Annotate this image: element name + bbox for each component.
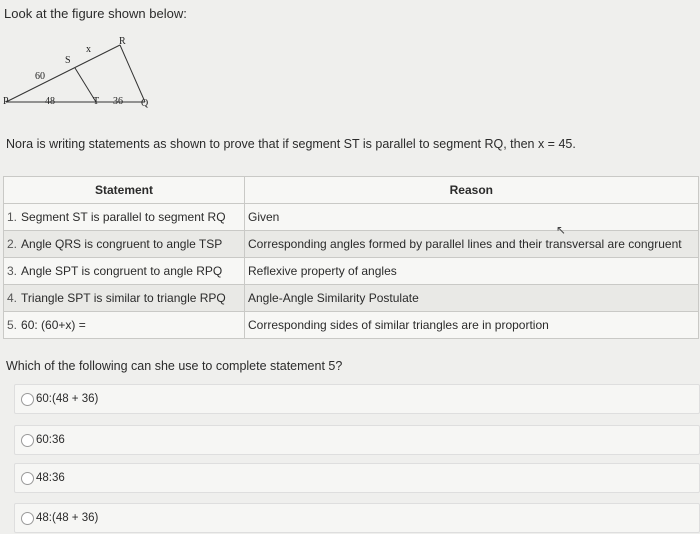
label-p: P <box>3 96 9 107</box>
statement-text: Segment ST is parallel to segment RQ <box>21 210 226 224</box>
problem-description: Nora is writing statements as shown to prove that if segment ST is parallel to segment RQ, then x = 45. <box>6 137 576 151</box>
proof-row <box>4 231 699 258</box>
proof-row <box>4 285 699 312</box>
statement-text: 60: (60+x) = <box>21 318 86 332</box>
reason-cell: Corresponding sides of similar triangles are in proportion <box>245 312 699 339</box>
row-number: 2. <box>7 237 18 251</box>
radio-button[interactable] <box>21 434 34 447</box>
answer-choice[interactable] <box>14 463 700 493</box>
row-number: 3. <box>7 264 18 278</box>
proof-table <box>3 176 699 339</box>
statement-cell <box>4 258 245 285</box>
statement-cell <box>4 285 245 312</box>
reason-cell: Reflexive property of angles <box>245 258 699 285</box>
choice-label: 60:36 <box>36 434 65 446</box>
label-r: R <box>119 36 126 47</box>
prompt-text: Look at the figure shown below: <box>4 6 187 21</box>
label-t: T <box>93 96 100 107</box>
label-60: 60 <box>35 71 45 82</box>
proof-row <box>4 312 699 339</box>
statement-text: Angle QRS is congruent to angle TSP <box>21 237 223 251</box>
statement-cell <box>4 231 245 258</box>
reason-cell: Angle-Angle Similarity Postulate <box>245 285 699 312</box>
label-q: Q <box>141 98 149 109</box>
choice-label: 60:(48 + 36) <box>36 393 99 405</box>
answer-choice[interactable] <box>14 425 700 455</box>
answer-choice[interactable] <box>14 503 700 533</box>
answer-choice[interactable] <box>14 384 700 414</box>
statement-text: Angle SPT is congruent to angle RPQ <box>21 264 223 278</box>
question-text: Which of the following can she use to complete statement 5? <box>6 359 343 373</box>
label-s: S <box>65 55 71 66</box>
row-number: 1. <box>7 210 18 224</box>
mouse-cursor-icon: ↖ <box>556 223 567 237</box>
proof-row <box>4 258 699 285</box>
label-36: 36 <box>113 96 123 107</box>
label-x: x <box>86 44 91 55</box>
statement-header: Statement <box>4 177 245 204</box>
choice-label: 48:(48 + 36) <box>36 512 99 524</box>
statement-cell <box>4 204 245 231</box>
reason-cell: Given <box>245 204 699 231</box>
label-48: 48 <box>45 96 55 107</box>
reason-cell: Corresponding angles formed by parallel lines and their transversal are congruent <box>245 231 699 258</box>
radio-button[interactable] <box>21 512 34 525</box>
row-number: 5. <box>7 318 18 332</box>
reason-header: Reason <box>245 177 699 204</box>
radio-button[interactable] <box>21 472 34 485</box>
statement-text: Triangle SPT is similar to triangle RPQ <box>21 291 226 305</box>
choice-label: 48:36 <box>36 472 65 484</box>
statement-cell <box>4 312 245 339</box>
row-number: 4. <box>7 291 18 305</box>
triangle-figure <box>0 28 160 110</box>
radio-button[interactable] <box>21 393 34 406</box>
proof-row <box>4 204 699 231</box>
